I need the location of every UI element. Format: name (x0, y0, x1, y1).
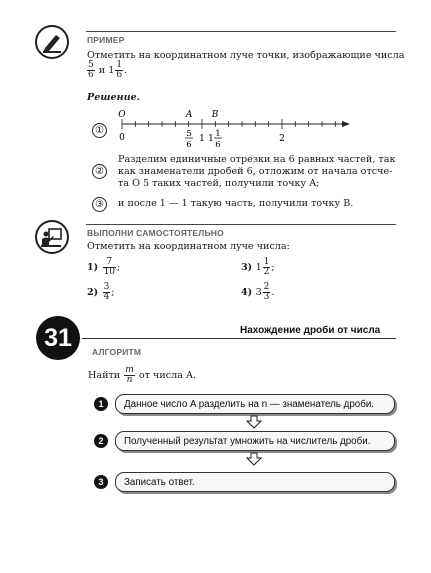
tick-label-1-1-6-whole: 1 (208, 134, 214, 144)
tick-label-1-1-6-num: 1 (215, 129, 221, 139)
tick-label-0: 0 (119, 133, 125, 143)
algo-step-2: Полученный результат умножить на числитель дроби. (115, 431, 395, 451)
down-arrow-icon (246, 452, 262, 466)
step-marker-2: ② (92, 164, 107, 179)
example-rule (86, 31, 396, 32)
point-label-o: O (118, 110, 126, 120)
algo-step-1: Данное число A разделить на n — знаменатель дроби. (115, 394, 395, 414)
step-2-text: Разделим единичные отрезки на 6 равных частей, так как знаменатели дробей 6, отложим от начала отсче- та O 5 таких частей, получили точку A; (118, 154, 396, 189)
tick-label-1-1-6-den: 6 (215, 140, 221, 150)
example-heading: ПРИМЕР (87, 35, 125, 45)
algorithm-heading: АЛГОРИТМ (92, 347, 142, 357)
exercise-rule (86, 224, 396, 225)
point-label-b: B (211, 110, 219, 120)
pencil-icon (35, 25, 69, 59)
exercise-item-2: 2) $\frac{3}{4}$ ; (87, 282, 115, 302)
exercise-task-text: Отметить на координатном луче числа: (87, 241, 290, 252)
board-icon (35, 220, 69, 254)
exercise-item-1: 1) $\frac{7}{10}$ ; (87, 257, 121, 277)
algo-step-bullet-2: 2 (94, 434, 108, 448)
algo-step-3: Записать ответ. (115, 472, 395, 492)
algo-step-bullet-1: 1 (94, 397, 108, 411)
section-rule (82, 338, 396, 339)
section-number-badge: 31 (36, 316, 80, 360)
tick-label-1: 1 (199, 134, 205, 144)
tick-label-2: 2 (279, 134, 285, 144)
exercise-item-3: 3) 1 $\frac{1}{2}$ ; (241, 257, 275, 277)
tick-label-5-6-num: 5 (186, 129, 192, 139)
section-title: Нахождение дроби от числа (240, 325, 381, 336)
step-3-text: и после 1 — 1 такую часть, получили точку B. (118, 198, 354, 209)
example-numbers: $\frac{5}{6}$ и 1 $\frac{1}{6}$ . (88, 60, 128, 80)
algo-step-bullet-3: 3 (94, 475, 108, 489)
algorithm-find-line: Найти $\frac{m}{n}$ от числа A. (88, 365, 196, 385)
solution-label: Решение. (87, 92, 140, 103)
step-marker-1: ① (92, 123, 107, 138)
exercise-item-4: 4) 3 $\frac{2}{3}$ . (241, 282, 275, 302)
point-label-a: A (185, 110, 193, 120)
down-arrow-icon (246, 415, 262, 429)
number-line (110, 106, 350, 156)
step-marker-3: ③ (92, 197, 107, 212)
exercise-heading: ВЫПОЛНИ САМОСТОЯТЕЛЬНО (87, 228, 224, 238)
tick-label-5-6-den: 6 (186, 140, 192, 150)
example-task-text: Отметить на координатном луче точки, изображающие числа (87, 50, 405, 61)
